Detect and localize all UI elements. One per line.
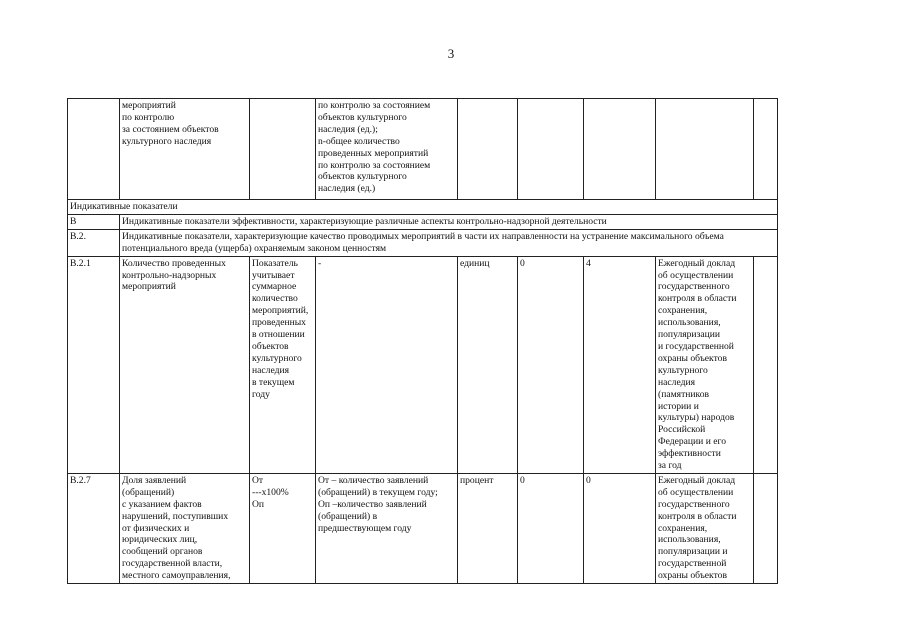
cell-extra xyxy=(754,473,778,583)
page-number: 3 xyxy=(447,46,455,61)
cell-description: по контролю за состоянием объектов культурного наследия (ед.); n-общее количество проведенных мероприятий по контролю за состоянием объектов культурного наследия (ед.) xyxy=(316,99,458,200)
cell-extra xyxy=(754,99,778,200)
cell-indicator-name: Количество проведенных контрольно-надзорных мероприятий xyxy=(120,256,250,473)
cell-source xyxy=(656,99,754,200)
cell-source: Ежегодный доклад об осуществлении государственного контроля в области сохранения, использования, популяризации и государственной охраны объектов xyxy=(656,473,754,583)
section-heading: Индикативные показатели xyxy=(68,200,778,215)
table-row xyxy=(68,256,778,473)
cell-description: - xyxy=(316,256,458,473)
cell-unit xyxy=(458,99,518,200)
cell-indicator-name: Доля заявлений (обращений) с указанием фактов нарушений, поступивших от физических и юридических лиц, сообщений органов государственной власти, местного самоуправления, xyxy=(120,473,250,583)
indicators-table xyxy=(67,98,778,584)
cell-description: От – количество заявлений (обращений) в текущем году; Оп –количество заявлений (обращений) в предшествующем году xyxy=(316,473,458,583)
cell-code: В.2.7 xyxy=(68,473,120,583)
section-title: Индикативные показатели эффективности, характеризующие различные аспекты контрольно-надзорной деятельности xyxy=(120,214,778,229)
cell-target: 0 xyxy=(584,473,656,583)
cell-formula: Показатель учитывает суммарное количество мероприятий, проведенных в отношении объектов культурного наследия в текущем году xyxy=(250,256,316,473)
cell-code: В xyxy=(68,214,120,229)
cell-unit: процент xyxy=(458,473,518,583)
cell-code: В.2. xyxy=(68,229,120,256)
cell-base: 0 xyxy=(518,256,584,473)
cell-formula xyxy=(250,99,316,200)
cell-extra xyxy=(754,256,778,473)
cell-code: В.2.1 xyxy=(68,256,120,473)
section-title: Индикативные показатели, характеризующие качество проводимых мероприятий в части их направленности на устранение максимального объема потенциального вреда (ущерба) охраняемым законом ценностям xyxy=(120,229,778,256)
cell-base: 0 xyxy=(518,473,584,583)
cell-base xyxy=(518,99,584,200)
cell-source: Ежегодный доклад об осуществлении государственного контроля в области сохранения, использования, популяризации и государственной охраны объектов культурного наследия (памятников истории и культуры) народов Российской Федерации и его эффективности за год xyxy=(656,256,754,473)
table-row xyxy=(68,473,778,583)
cell-indicator-name: мероприятий по контролю за состоянием объектов культурного наследия xyxy=(120,99,250,200)
table-row xyxy=(68,229,778,256)
cell-target xyxy=(584,99,656,200)
table-row xyxy=(68,200,778,215)
table-row xyxy=(68,99,778,200)
cell-unit: единиц xyxy=(458,256,518,473)
table-row xyxy=(68,214,778,229)
cell-target: 4 xyxy=(584,256,656,473)
cell-code xyxy=(68,99,120,200)
cell-formula: От ---x100% Оп xyxy=(250,473,316,583)
